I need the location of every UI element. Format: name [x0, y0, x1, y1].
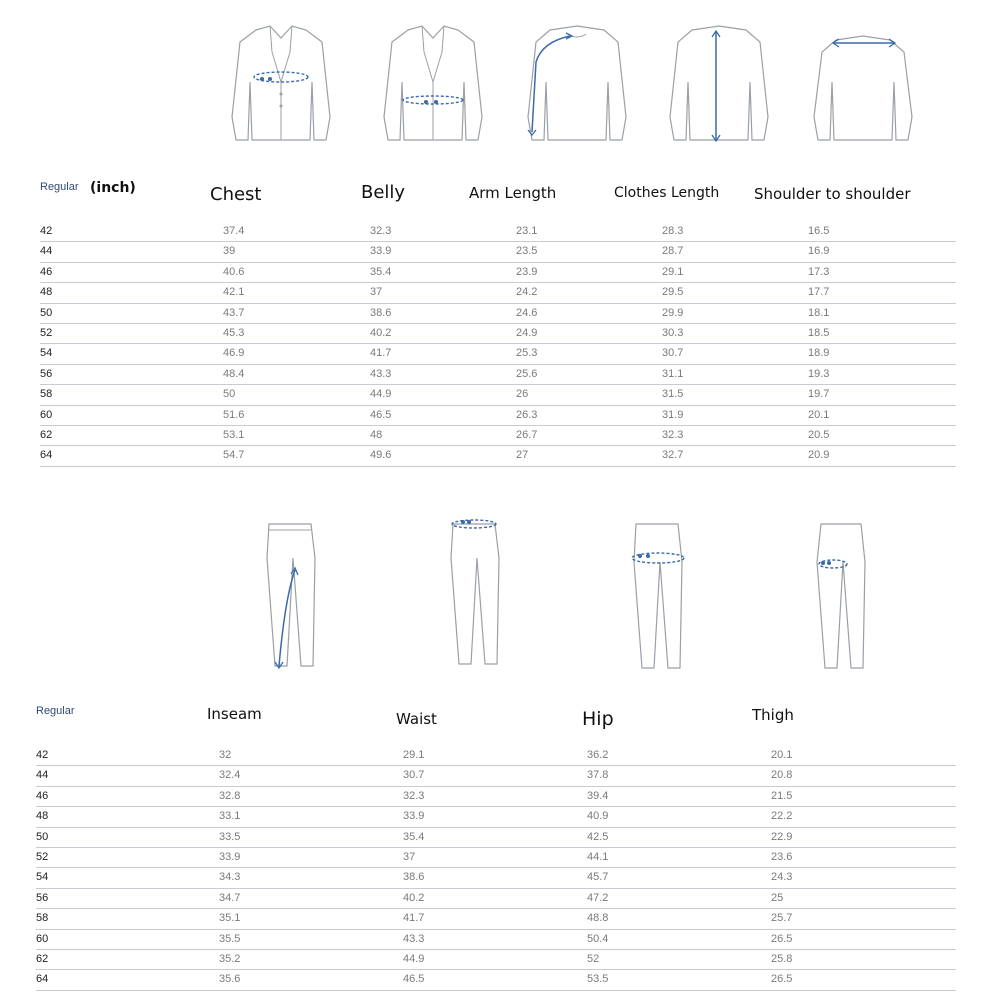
value-cell: 46.5 [370, 408, 392, 421]
value-cell: 31.9 [662, 408, 684, 421]
value-cell: 23.1 [516, 225, 538, 237]
size-cell: 50 [40, 306, 53, 319]
value-cell: 28.3 [662, 225, 684, 237]
value-cell: 16.5 [808, 225, 830, 237]
table-row [40, 324, 956, 344]
header-thigh: Thigh [752, 706, 794, 724]
value-cell: 30.7 [662, 347, 684, 360]
value-cell: 18.5 [808, 326, 830, 339]
table-row [36, 868, 956, 888]
table-row [40, 406, 956, 426]
value-cell: 24.9 [516, 326, 538, 339]
size-cell: 52 [40, 326, 53, 339]
value-cell: 42.5 [587, 830, 609, 843]
value-cell: 33.9 [403, 810, 425, 823]
table-row [40, 446, 956, 466]
size-cell: 64 [36, 973, 49, 986]
value-cell: 27 [516, 449, 529, 462]
value-cell: 23.9 [516, 265, 538, 278]
value-cell: 43.7 [223, 306, 245, 319]
value-cell: 38.6 [403, 871, 425, 884]
value-cell: 35.4 [370, 265, 392, 278]
table-row [40, 385, 956, 405]
jacket-belly-icon [378, 22, 488, 147]
value-cell: 50.4 [587, 932, 609, 945]
pants-size-table [36, 746, 956, 991]
jacket-shoulder-icon [808, 22, 918, 147]
header-belly: Belly [361, 182, 406, 203]
value-cell: 21.5 [771, 789, 793, 802]
value-cell: 43.3 [370, 367, 392, 380]
value-cell: 24.2 [516, 286, 538, 299]
value-cell: 25.7 [771, 912, 793, 925]
value-cell: 25.6 [516, 367, 538, 380]
value-cell: 35.6 [219, 973, 241, 986]
table-row [40, 344, 956, 364]
value-cell: 35.2 [219, 952, 241, 965]
value-cell: 32.3 [403, 789, 425, 802]
table-row [36, 848, 956, 868]
value-cell: 35.4 [403, 830, 425, 843]
size-cell: 64 [40, 449, 53, 462]
value-cell: 19.7 [808, 388, 830, 401]
value-cell: 44.9 [370, 388, 392, 401]
value-cell: 28.7 [662, 245, 684, 258]
pants-inseam-icon [255, 518, 335, 673]
value-cell: 32.3 [662, 428, 684, 441]
table-row [40, 426, 956, 446]
value-cell: 17.7 [808, 286, 830, 299]
value-cell: 19.3 [808, 367, 830, 380]
value-cell: 18.1 [808, 306, 830, 319]
value-cell: 37.4 [223, 225, 245, 237]
value-cell: 26 [516, 388, 529, 401]
size-cell: 52 [36, 850, 49, 863]
value-cell: 32 [219, 749, 232, 761]
value-cell: 37.8 [587, 769, 609, 782]
value-cell: 35.5 [219, 932, 241, 945]
value-cell: 32.3 [370, 225, 392, 237]
header-shoulder-to-shoulder: Shoulder to shoulder [754, 185, 911, 203]
value-cell: 22.9 [771, 830, 793, 843]
value-cell: 45.3 [223, 326, 245, 339]
jacket-arm-length-icon [522, 22, 632, 147]
value-cell: 31.5 [662, 388, 684, 401]
value-cell: 48.8 [587, 912, 609, 925]
value-cell: 33.5 [219, 830, 241, 843]
value-cell: 20.1 [808, 408, 830, 421]
size-cell: 58 [40, 388, 53, 401]
value-cell: 45.7 [587, 871, 609, 884]
value-cell: 39 [223, 245, 236, 258]
table-row [40, 304, 956, 324]
value-cell: 47.2 [587, 891, 609, 904]
value-cell: 34.7 [219, 891, 241, 904]
value-cell: 54.7 [223, 449, 245, 462]
value-cell: 32.7 [662, 449, 684, 462]
table-row [36, 787, 956, 807]
value-cell: 20.5 [808, 428, 830, 441]
value-cell: 44.9 [403, 952, 425, 965]
jacket-regular-label: Regular [40, 181, 79, 193]
value-cell: 37 [370, 286, 383, 299]
value-cell: 40.2 [370, 326, 392, 339]
size-cell: 44 [40, 245, 53, 258]
size-cell: 48 [40, 286, 53, 299]
header-chest: Chest [210, 184, 262, 205]
value-cell: 48 [370, 428, 383, 441]
table-row [36, 889, 956, 909]
value-cell: 46.5 [403, 973, 425, 986]
value-cell: 20.8 [771, 769, 793, 782]
header-inseam: Inseam [207, 705, 262, 723]
header-clothes-length: Clothes Length [614, 185, 720, 201]
value-cell: 52 [587, 952, 600, 965]
value-cell: 51.6 [223, 408, 245, 421]
size-cell: 44 [36, 769, 49, 782]
table-row [36, 909, 956, 929]
value-cell: 30.7 [403, 769, 425, 782]
value-cell: 43.3 [403, 932, 425, 945]
value-cell: 40.6 [223, 265, 245, 278]
value-cell: 50 [223, 388, 236, 401]
table-row [36, 950, 956, 970]
size-cell: 54 [40, 347, 53, 360]
value-cell: 46.9 [223, 347, 245, 360]
value-cell: 33.9 [370, 245, 392, 258]
value-cell: 49.6 [370, 449, 392, 462]
table-row [36, 828, 956, 848]
value-cell: 40.2 [403, 891, 425, 904]
value-cell: 33.9 [219, 850, 241, 863]
pants-regular-label: Regular [36, 705, 75, 717]
size-cell: 60 [40, 408, 53, 421]
value-cell: 41.7 [370, 347, 392, 360]
size-cell: 60 [36, 932, 49, 945]
value-cell: 29.1 [403, 749, 425, 761]
jacket-clothes-length-icon [664, 22, 774, 147]
header-arm-length: Arm Length [469, 184, 557, 202]
size-cell: 62 [40, 428, 53, 441]
size-cell: 54 [36, 871, 49, 884]
value-cell: 23.6 [771, 850, 793, 863]
value-cell: 25.8 [771, 952, 793, 965]
value-cell: 26.3 [516, 408, 538, 421]
value-cell: 26.7 [516, 428, 538, 441]
value-cell: 24.6 [516, 306, 538, 319]
jacket-size-table [40, 222, 956, 467]
value-cell: 48.4 [223, 367, 245, 380]
value-cell: 31.1 [662, 367, 684, 380]
table-row [40, 365, 956, 385]
size-cell: 48 [36, 810, 49, 823]
value-cell: 34.3 [219, 871, 241, 884]
value-cell: 18.9 [808, 347, 830, 360]
table-row [40, 242, 956, 262]
value-cell: 38.6 [370, 306, 392, 319]
table-row [36, 930, 956, 950]
pants-waist-icon [437, 514, 517, 669]
value-cell: 32.8 [219, 789, 241, 802]
value-cell: 22.2 [771, 810, 793, 823]
value-cell: 23.5 [516, 245, 538, 258]
value-cell: 33.1 [219, 810, 241, 823]
size-cell: 56 [36, 891, 49, 904]
value-cell: 39.4 [587, 789, 609, 802]
value-cell: 29.9 [662, 306, 684, 319]
pants-hip-icon [620, 518, 700, 673]
value-cell: 17.3 [808, 265, 830, 278]
value-cell: 24.3 [771, 871, 793, 884]
size-cell: 62 [36, 952, 49, 965]
size-cell: 42 [40, 225, 53, 237]
jacket-chest-icon [226, 22, 336, 147]
value-cell: 25 [771, 891, 784, 904]
value-cell: 30.3 [662, 326, 684, 339]
value-cell: 35.1 [219, 912, 241, 925]
size-cell: 50 [36, 830, 49, 843]
table-row [36, 766, 956, 786]
value-cell: 29.1 [662, 265, 684, 278]
table-row [36, 807, 956, 827]
value-cell: 53.1 [223, 428, 245, 441]
table-row [36, 970, 956, 990]
value-cell: 16.9 [808, 245, 830, 258]
size-cell: 46 [36, 789, 49, 802]
value-cell: 40.9 [587, 810, 609, 823]
pants-thigh-icon [805, 518, 885, 673]
table-row [36, 746, 956, 766]
value-cell: 32.4 [219, 769, 241, 782]
value-cell: 53.5 [587, 973, 609, 986]
size-cell: 56 [40, 367, 53, 380]
value-cell: 20.9 [808, 449, 830, 462]
value-cell: 29.5 [662, 286, 684, 299]
header-waist: Waist [396, 710, 437, 728]
value-cell: 42.1 [223, 286, 245, 299]
value-cell: 26.5 [771, 973, 793, 986]
value-cell: 25.3 [516, 347, 538, 360]
table-row [40, 263, 956, 283]
value-cell: 20.1 [771, 749, 793, 761]
size-cell: 46 [40, 265, 53, 278]
table-row [40, 283, 956, 303]
value-cell: 44.1 [587, 850, 609, 863]
value-cell: 36.2 [587, 749, 609, 761]
value-cell: 26.5 [771, 932, 793, 945]
value-cell: 37 [403, 850, 416, 863]
unit-label: (inch) [90, 180, 136, 196]
header-hip: Hip [582, 708, 614, 730]
table-row [40, 222, 956, 242]
size-cell: 58 [36, 912, 49, 925]
size-cell: 42 [36, 749, 49, 761]
value-cell: 41.7 [403, 912, 425, 925]
